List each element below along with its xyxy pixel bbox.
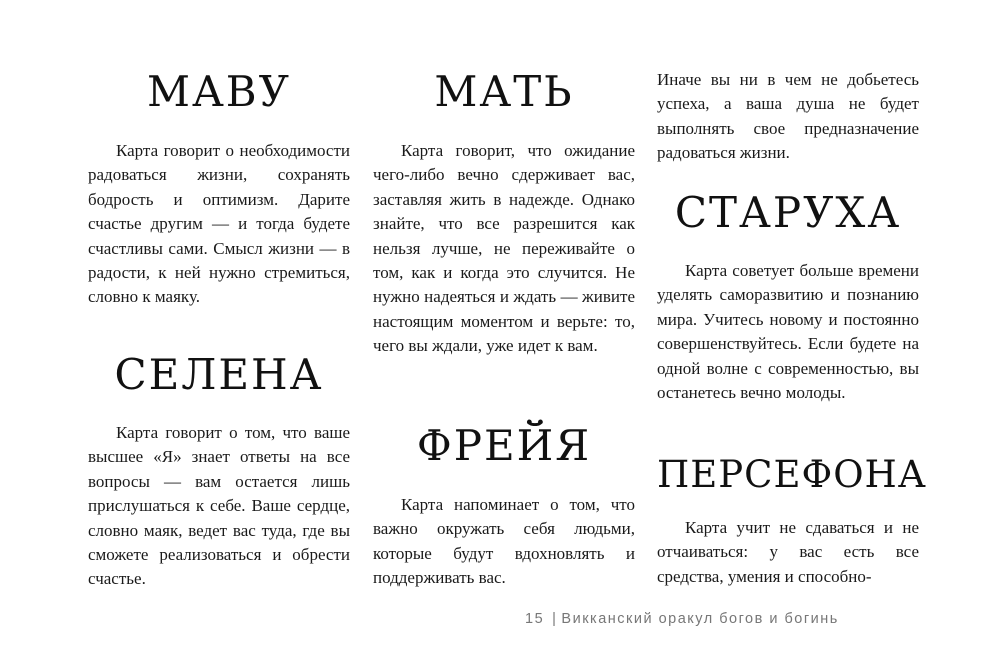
paragraph-persefona-text: Карта учит не сдаваться и не отчаиваться: у вас есть все средства, умения и способно- <box>657 518 919 586</box>
heading-selena: СЕЛЕНА <box>114 350 324 399</box>
footer-separator: | <box>552 611 558 627</box>
book-title: Викканский оракул богов и богинь <box>561 611 839 627</box>
paragraph-mat <box>373 139 635 359</box>
heading-mavu: МАВУ <box>146 67 292 116</box>
paragraph-continuation: Иначе вы ни в чем не добьетесь успеха, а ваша душа не будет выполнять свое предназначение радоваться жизни. <box>657 70 919 163</box>
heading-persefona: ПЕРСЕФОНА <box>657 453 927 496</box>
paragraph-freya-text: Карта напоминает о том, что важно окружать себя людьми, которые будут вдохновлять и поддерживать вас. <box>373 495 635 588</box>
heading-mat: МАТЬ <box>434 67 574 116</box>
heading-starukha: СТАРУХА <box>674 188 902 237</box>
paragraph-freya <box>373 493 635 591</box>
paragraph-mavu-text: Карта говорит о необходимости радоваться жизни, сохранять бодрость и оптимизм. Дарите счастье другим — и тогда будете счастливы сами. Смысл жизни — в радости, к ней нужно стремиться, словно к маяку. <box>88 141 350 307</box>
paragraph-selena-text: Карта говорит о том, что ваше высшее «Я» знает ответы на все вопросы — вам остается лишь прислушаться к себе. Ваше сердце, словно маяк, ведет вас туда, где вы сможете реализоваться и обрести счастье. <box>88 423 350 589</box>
heading-freya: ФРЕЙЯ <box>416 421 592 470</box>
paragraph-mat-text: Карта говорит, что ожидание чего-либо вечно сдерживает вас, заставляя жить в надежде. Однако знайте, что все разрешится как нельзя лучше, не переживайте о том, как и когда это случится. Не нужно надеяться и ждать — живите настоящим моментом и верьте: то, чего вы ждали, уже идет к вам. <box>373 141 635 356</box>
paragraph-mavu <box>88 139 350 310</box>
paragraph-starukha <box>657 259 919 405</box>
page-footer <box>525 611 839 627</box>
paragraph-persefona <box>657 516 919 589</box>
page-number: 15 <box>525 611 545 627</box>
paragraph-starukha-text: Карта советует больше времени уделять саморазвитию и познанию мира. Учитесь новому и постоянно совершенствуйтесь. Если будете на одной волне с современностью, вы останетесь вечно молоды. <box>657 261 919 403</box>
paragraph-selena <box>88 421 350 592</box>
